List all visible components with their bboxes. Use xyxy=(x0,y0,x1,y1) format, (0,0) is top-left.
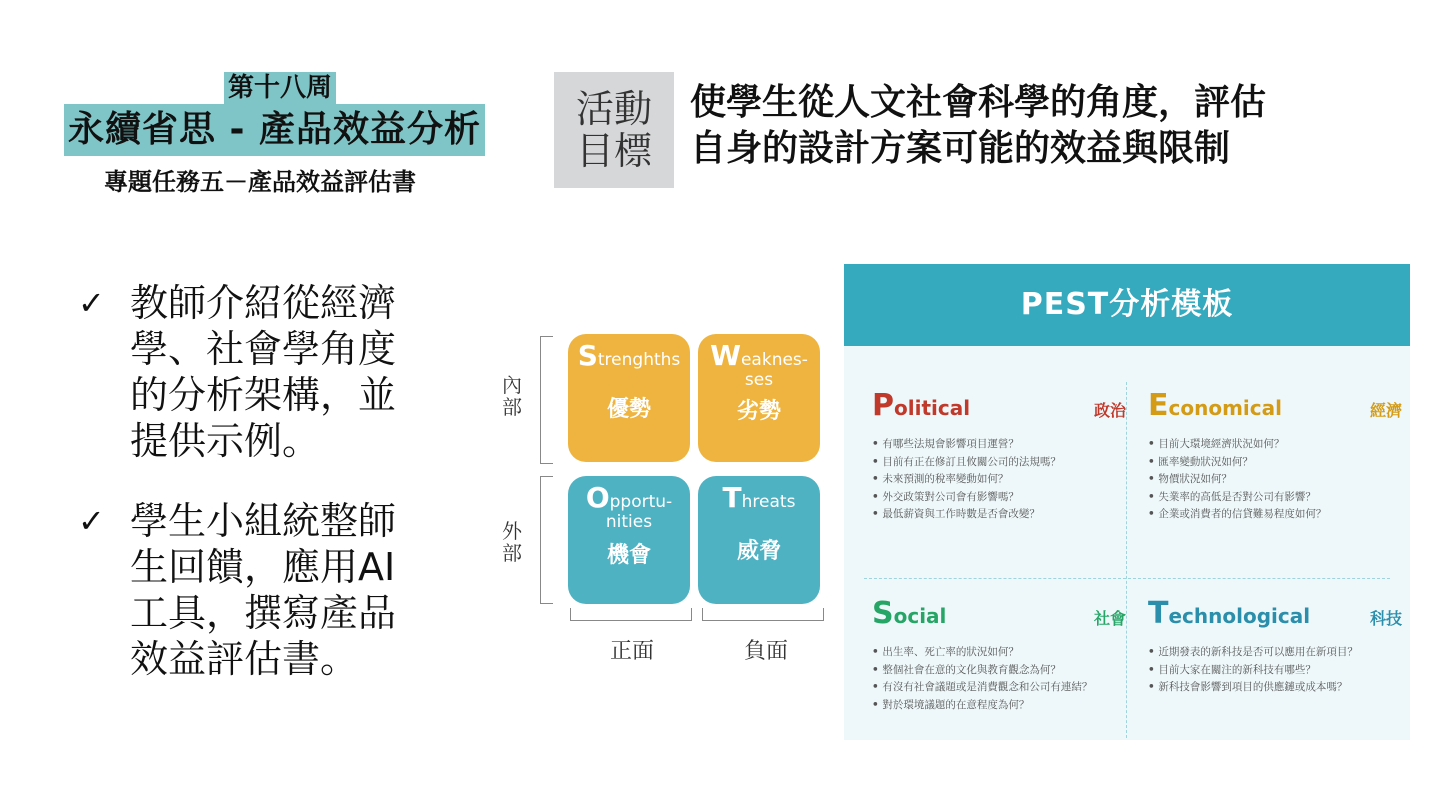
pest-question: • 目前大環境經濟狀況如何？ xyxy=(1148,436,1410,454)
swot-zh: 劣勢 xyxy=(736,399,781,424)
pest-question: • 有沒有社會議題或是消費觀念和公司有連結？ xyxy=(872,679,1134,697)
negative-bracket xyxy=(702,608,824,621)
bullet-text: 學生小組統整師生回饋，應用AI工具，撰寫產品效益評估書。 xyxy=(130,499,397,681)
week-label: 第十八周 xyxy=(224,72,336,104)
pest-question: • 目前大家在關注的新科技有哪些？ xyxy=(1148,662,1410,680)
pest-quadrant-title: Technological xyxy=(1148,596,1311,631)
pest-question: • 外交政策對公司會有影響嗎？ xyxy=(872,489,1134,507)
goal-label-line2: 目標 xyxy=(575,129,652,173)
swot-word-2: nities xyxy=(605,512,653,532)
pest-quadrant-technological xyxy=(1148,596,1410,697)
positive-label: 正面 xyxy=(609,639,654,664)
swot-initial: W xyxy=(710,339,741,372)
pest-question: • 出生率、死亡率的狀況如何？ xyxy=(872,644,1134,662)
pest-question: • 企業或消費者的信貸難易程度如何？ xyxy=(1148,506,1410,524)
pest-question: • 有哪些法規會影響項目運營？ xyxy=(872,436,1134,454)
swot-word: pportu- xyxy=(609,492,673,512)
goal-label-line1: 活動 xyxy=(575,87,652,131)
pest-question: • 對於環境議題的在意程度為何？ xyxy=(872,697,1134,715)
swot-initial: S xyxy=(577,339,598,372)
checkmark-icon: ✓ xyxy=(78,502,105,540)
pest-question: • 物價狀況如何？ xyxy=(1148,471,1410,489)
pest-question: • 新科技會影響到項目的供應鏈或成本嗎？ xyxy=(1148,679,1410,697)
checkmark-icon: ✓ xyxy=(78,284,105,322)
swot-zh: 優勢 xyxy=(606,397,651,422)
pest-quadrant-zh: 社會 xyxy=(1093,609,1126,628)
pest-quadrant-title: Economical xyxy=(1148,388,1282,423)
swot-word: hreats xyxy=(741,492,796,512)
pest-quadrant-zh: 經濟 xyxy=(1369,401,1402,420)
pest-question-list xyxy=(1148,644,1410,697)
swot-zh: 威脅 xyxy=(736,539,781,564)
internal-bracket xyxy=(540,336,553,464)
swot-initial: T xyxy=(722,481,742,514)
pest-quadrant-zh: 政治 xyxy=(1093,401,1126,420)
goal-text-line1: 使學生從人文社會科學的角度，評估 xyxy=(690,82,1267,123)
pest-divider-horizontal xyxy=(864,578,1390,579)
swot-word: trenghths xyxy=(597,350,681,370)
pest-question: • 整個社會在意的文化與教育觀念為何？ xyxy=(872,662,1134,680)
pest-quadrant-economical xyxy=(1148,388,1410,524)
swot-cell-strengths xyxy=(568,334,690,462)
pest-quadrant-title: Political xyxy=(872,388,971,423)
topic-title: 永續省思 - 產品效益分析 xyxy=(64,104,485,156)
swot-cell-threats xyxy=(698,476,820,604)
pest-question-list xyxy=(872,436,1134,524)
pest-quadrant-social xyxy=(872,596,1134,714)
task-subtitle: 專題任務五－產品效益評估書 xyxy=(104,167,416,196)
pest-question: • 未來預測的稅率變動如何？ xyxy=(872,471,1134,489)
pest-quadrant-title: Social xyxy=(872,596,947,631)
external-label: 外部 xyxy=(502,519,522,565)
pest-question: • 最低薪資與工作時數是否會改變？ xyxy=(872,506,1134,524)
external-bracket xyxy=(540,476,553,604)
positive-bracket xyxy=(570,608,692,621)
pest-question: • 目前有正在修訂且攸關公司的法規嗎？ xyxy=(872,454,1134,472)
swot-word-2: ses xyxy=(744,370,774,390)
pest-quadrant-zh: 科技 xyxy=(1369,609,1402,628)
bullet-item xyxy=(78,498,418,698)
swot-zh: 機會 xyxy=(606,543,651,568)
bullet-text: 教師介紹從經濟學、社會學角度的分析架構，並提供示例。 xyxy=(130,281,397,463)
pest-question: • 失業率的高低是否對公司有影響？ xyxy=(1148,489,1410,507)
pest-question: • 近期發表的新科技是否可以應用在新項目？ xyxy=(1148,644,1410,662)
pest-template-image xyxy=(844,264,1410,740)
swot-cell-opportunities xyxy=(568,476,690,604)
goal-text-line2: 自身的設計方案可能的效益與限制 xyxy=(690,128,1231,169)
pest-question-list xyxy=(1148,436,1410,524)
pest-quadrant-political xyxy=(872,388,1134,524)
pest-title: PEST分析模板 xyxy=(844,264,1410,346)
goal-label-box xyxy=(554,72,674,188)
pest-question-list xyxy=(872,644,1134,714)
swot-word: eaknes- xyxy=(740,350,808,370)
bullet-item xyxy=(78,280,418,480)
swot-initial: O xyxy=(585,481,610,514)
pest-question: • 匯率變動狀況如何？ xyxy=(1148,454,1410,472)
internal-label: 內部 xyxy=(502,373,522,419)
goal-text xyxy=(690,80,1370,172)
negative-label: 負面 xyxy=(743,639,788,664)
swot-cell-weaknesses xyxy=(698,334,820,462)
